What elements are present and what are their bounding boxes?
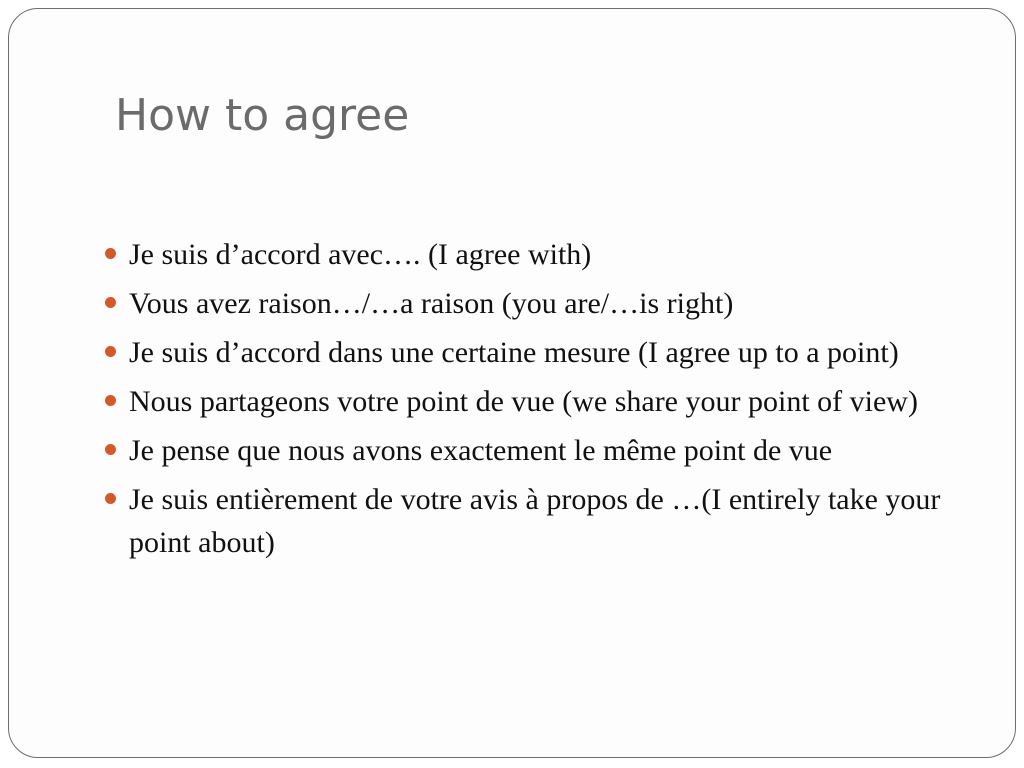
bullet-text: Je pense que nous avons exactement le même point de vue bbox=[129, 434, 833, 467]
slide bbox=[8, 8, 1016, 758]
bullet-text: Vous avez raison…/…a raison (you are/…is right) bbox=[129, 287, 734, 320]
bullet-item bbox=[99, 429, 959, 472]
bullet-dot-icon bbox=[105, 346, 116, 357]
bullet-dot-icon bbox=[105, 297, 116, 308]
bullet-dot-icon bbox=[105, 248, 116, 259]
bullet-item bbox=[99, 233, 959, 276]
bullet-item bbox=[99, 380, 959, 423]
bullet-dot-icon bbox=[105, 444, 116, 455]
bullet-item bbox=[99, 478, 959, 564]
bullet-text: Je suis d’accord avec…. (I agree with) bbox=[129, 238, 592, 271]
slide-title: How to agree bbox=[115, 90, 410, 141]
bullet-list bbox=[99, 233, 959, 570]
bullet-item bbox=[99, 282, 959, 325]
bullet-text: Je suis entièrement de votre avis à propos de …(I entirely take your point about) bbox=[129, 483, 941, 559]
bullet-text: Nous partageons votre point de vue (we share your point of view) bbox=[129, 385, 918, 418]
bullet-item bbox=[99, 331, 959, 374]
bullet-text: Je suis d’accord dans une certaine mesure (I agree up to a point) bbox=[129, 336, 899, 369]
bullet-dot-icon bbox=[105, 493, 116, 504]
bullet-dot-icon bbox=[105, 395, 116, 406]
